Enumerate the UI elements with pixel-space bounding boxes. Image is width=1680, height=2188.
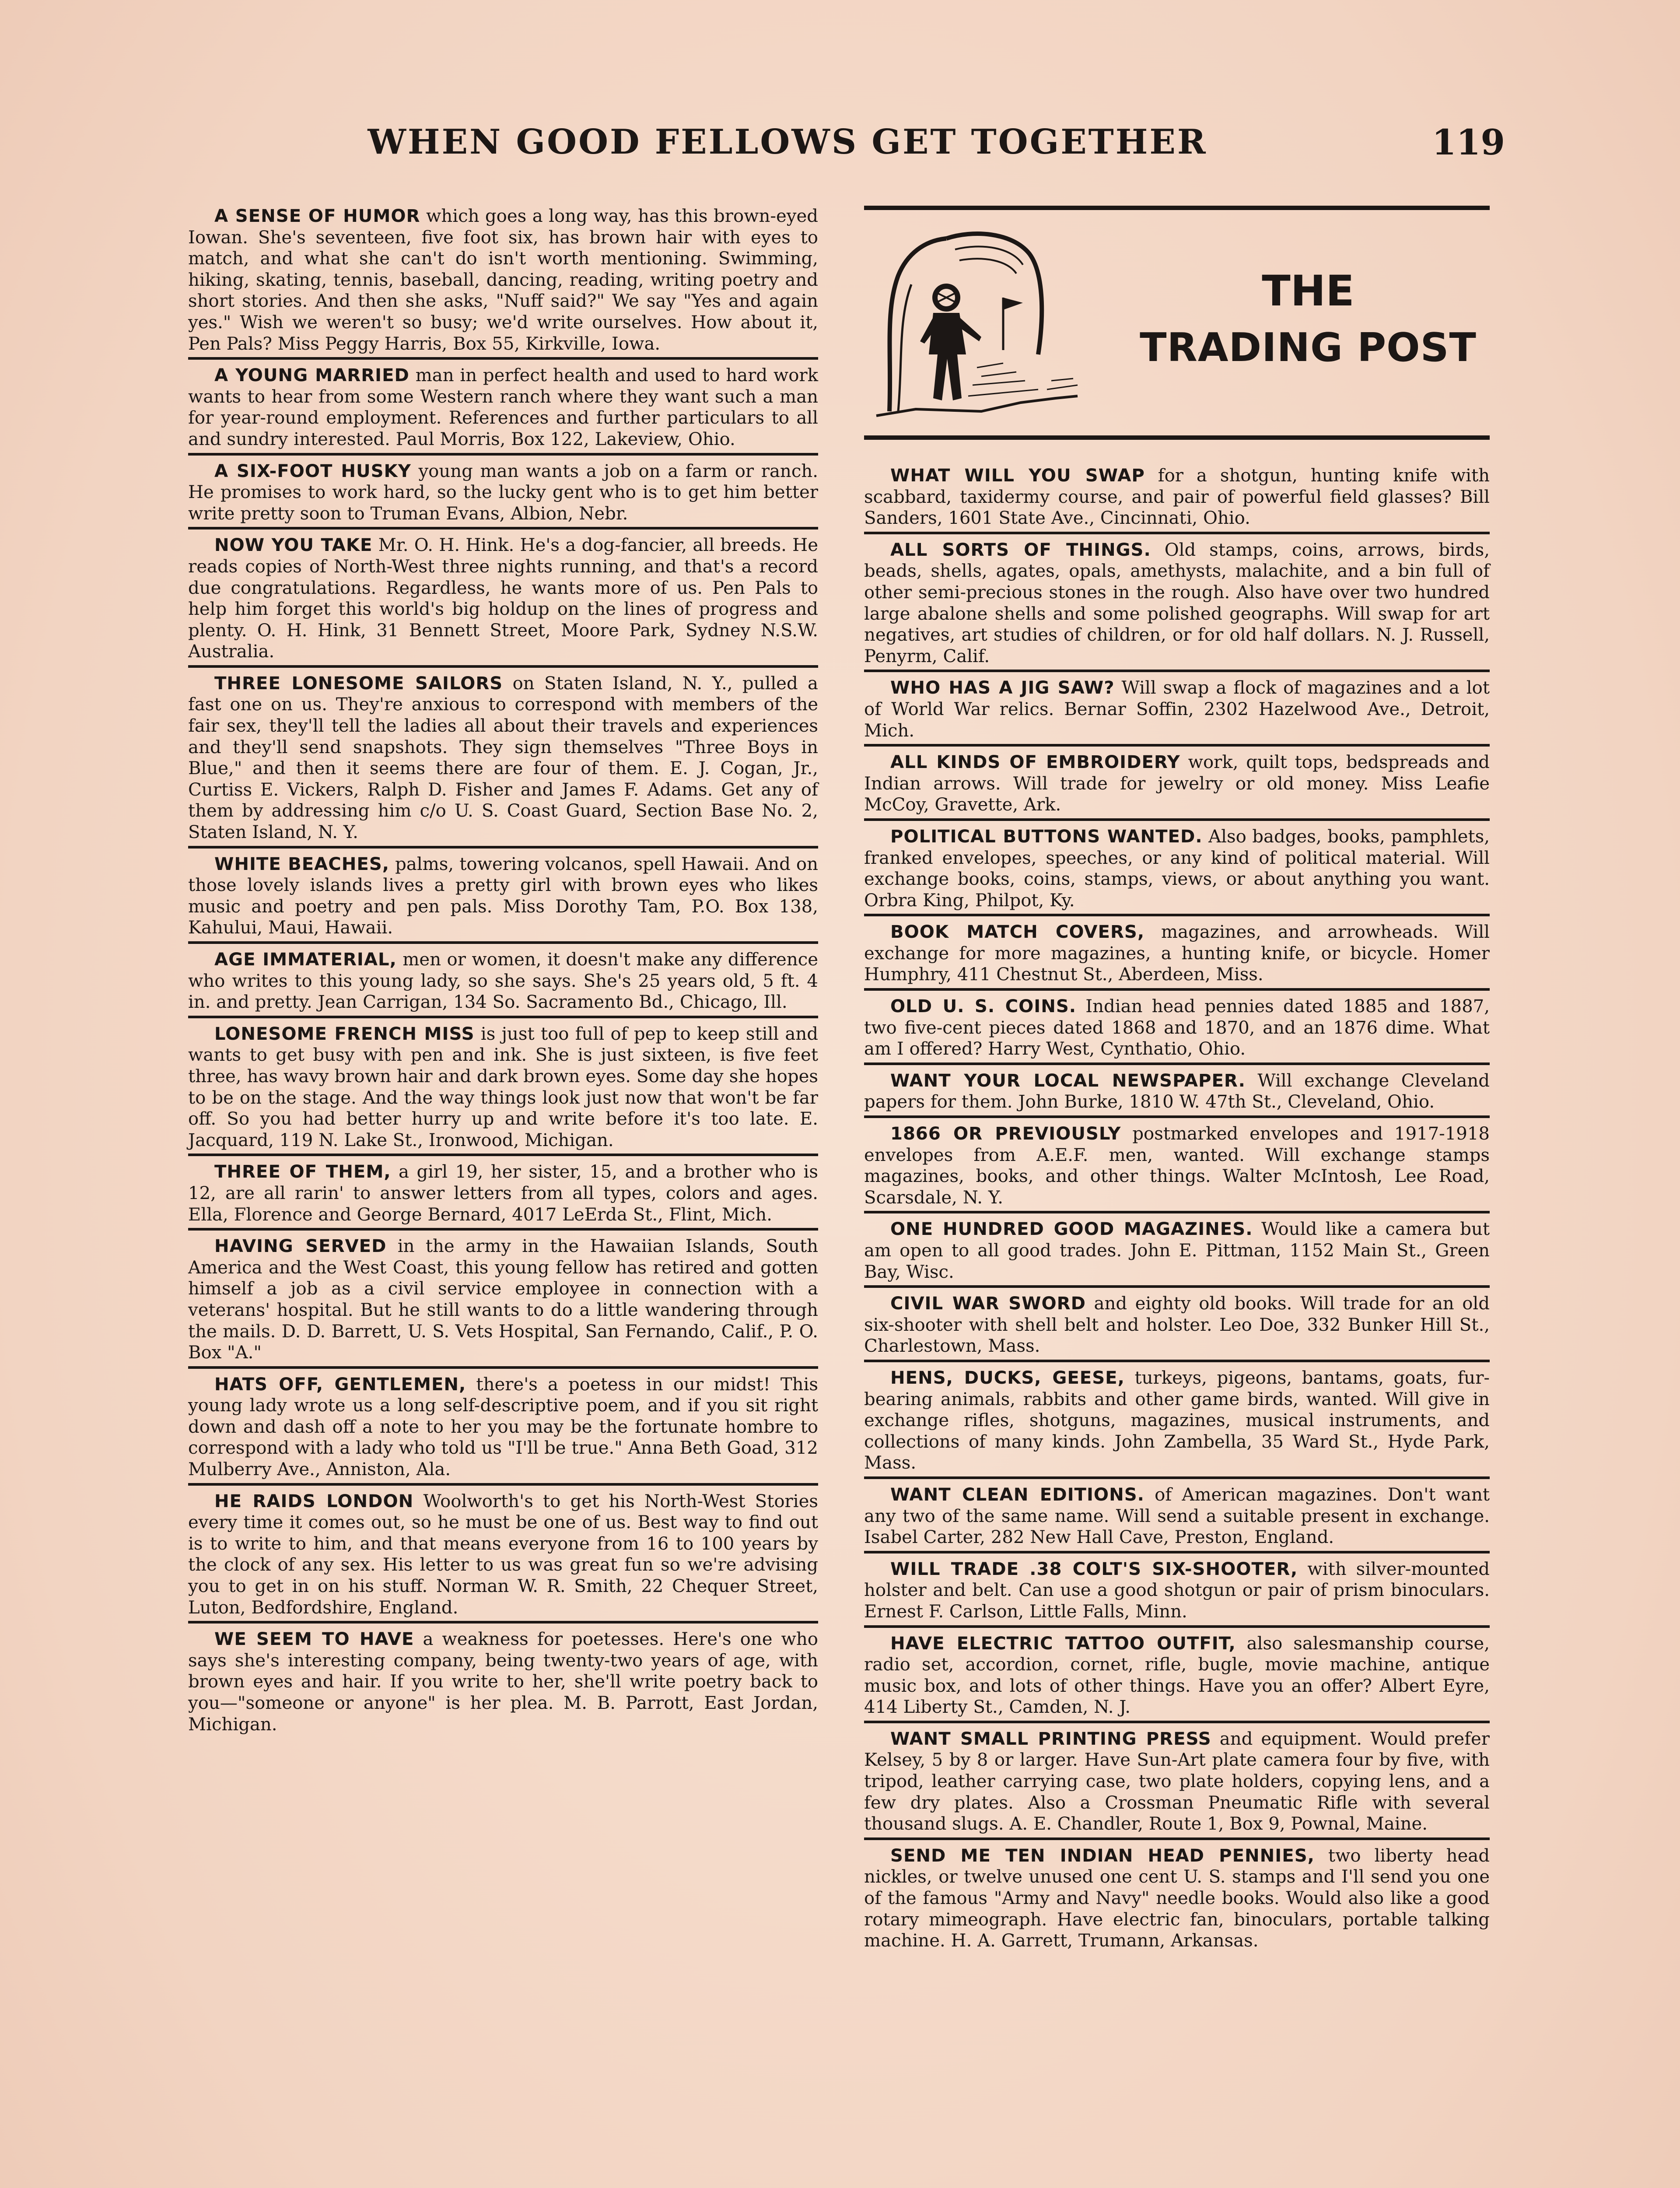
- ad-entry: [864, 540, 1490, 673]
- ad-heading: BOOK MATCH COVERS,: [890, 922, 1145, 943]
- ad-entry: [188, 673, 818, 849]
- ad-entry: [188, 1374, 818, 1486]
- ad-body: turkeys, pigeons, bantams, goats, fur-bearing animals, rabbits and other game birds, wanted. Will give in exchange rifles, shotguns, magazines, musical instruments, and collections of many kinds. John Zambella, 35 Ward St., Hyde Park, Mass.: [864, 1368, 1490, 1473]
- ad-entry: [188, 1629, 818, 1738]
- ad-body: is just too full of pep to keep still and wants to get busy with pen and ink. She is just sixteen, is five feet three, has wavy brown hair and dark brown eyes. Some day she hopes to be on the stage. And the way things look just now that won't be far off. So you had better hurry up and write before it's too late. E. Jacquard, 119 N. Lake St., Ironwood, Michigan.: [188, 1024, 818, 1150]
- ad-heading: HATS OFF, GENTLEMEN,: [214, 1374, 466, 1395]
- page-number: 119: [1432, 122, 1505, 163]
- ad-heading: WHITE BEACHES,: [214, 854, 390, 874]
- trading-post-ads: [864, 465, 1490, 1954]
- trading-post-title-line2: TRADING POST: [1140, 325, 1477, 371]
- ad-body: two liberty head nickles, or twelve unused one cent U. S. stamps and I'll send you one of the famous "Army and Navy" needle books. Would also like a good rotary mimeograph. Have electric fan, binoculars, portable talking machine. H. A. Garrett, Trumann, Arkansas.: [864, 1845, 1490, 1951]
- ad-body: in the army in the Hawaiian Islands, South America and the West Coast, this young fellow has retired and gotten himself a job as a civil service employee in connection with a veterans' hospital. But he still wants to do a little wandering through the mails. D. D. Barrett, U. S. Vets Hospital, San Fernando, Calif., P. O. Box "A.": [188, 1236, 819, 1363]
- ad-body: Would like a camera but am open to all good trades. John E. Pittman, 1152 Main St., Green Bay, Wisc.: [864, 1219, 1490, 1282]
- ad-body: Woolworth's to get his North-West Stories every time it comes out, so he must be one of us. Best way to find out is to write to him, and that means everyone from 16 to 100 years by the clock of any sex. His letter to us was great fun so we're advising you to get in on his stuff. Norman W. R. Smith, 22 Chequer Street, Luton, Bedfordshire, England.: [188, 1491, 818, 1618]
- ad-entry: [188, 854, 818, 944]
- ad-entry: [188, 1161, 818, 1231]
- ad-body: work, quilt tops, bedspreads and Indian arrows. Will trade for jewelry or old money. Miss Leafie McCoy, Gravette, Ark.: [864, 752, 1490, 815]
- ad-heading: 1866 OR PREVIOUSLY: [890, 1124, 1121, 1144]
- ad-body: and equipment. Would prefer Kelsey, 5 by 8 or larger. Have Sun-Art plate camera four by five, with tripod, leather carrying case, two plate holders, copying lens, and a few dry plates. Also a Crossman Pneumatic Rifle with several thousand slugs. A. E. Chandler, Route 1, Box 9, Pownal, Maine.: [864, 1729, 1490, 1834]
- ad-body: which goes a long way, has this brown-eyed Iowan. She's seventeen, five foot six, has brown hair with eyes to match, and what she can't do isn't worth mentioning. Swimming, hiking, skating, tennis, baseball, dancing, reading, writing poetry and short stories. And then she asks, "Nuff said?" We say "Yes and again yes." Wish we weren't so busy; we'd write ourselves. How about it, Pen Pals? Miss Peggy Harris, Box 55, Kirkville, Iowa.: [188, 206, 818, 354]
- ad-entry: [864, 465, 1490, 534]
- ad-body: for a shotgun, hunting knife with scabbard, taxidermy course, and pair of powerful field glasses? Bill Sanders, 1601 State Ave., Cincinnati, Ohio.: [864, 466, 1490, 529]
- ad-entry: [864, 1219, 1490, 1288]
- ad-entry: [864, 1633, 1490, 1723]
- ad-body: men or women, it doesn't make any difference who writes to this young lady, so she says. She's 25 years old, 5 ft. 4 in. and pretty. Jean Carrigan, 134 So. Sacramento Bd., Chicago, Ill.: [188, 950, 818, 1013]
- pen-pals-column: [188, 206, 818, 1743]
- ad-entry: [188, 535, 818, 668]
- ad-entry: [864, 1368, 1490, 1479]
- ad-heading: HAVING SERVED: [214, 1236, 387, 1257]
- ad-body: magazines, and arrowheads. Will exchange for more magazines, a hunting knife, or bicycle. Homer Humphry, 411 Chestnut St., Aberdeen, Miss.: [864, 922, 1490, 985]
- ad-entry: [188, 1024, 818, 1157]
- ad-entry: [864, 1123, 1490, 1213]
- ad-heading: A SIX-FOOT HUSKY: [214, 461, 411, 481]
- ad-heading: WANT YOUR LOCAL NEWSPAPER.: [890, 1070, 1246, 1091]
- ad-heading: HENS, DUCKS, GEESE,: [890, 1368, 1125, 1388]
- page-header: [184, 118, 1505, 175]
- ad-heading: WHO HAS A JIG SAW?: [890, 678, 1115, 698]
- ad-entry: [864, 996, 1490, 1065]
- ad-heading: LONESOME FRENCH MISS: [214, 1024, 475, 1044]
- ad-body: on Staten Island, N. Y., pulled a fast one on us. They're anxious to correspond with members of the fair sex, they'll tell the ladies all about their travels and experiences and they'll send snapshots. They sign themselves "Three Boys in Blue," and then it seems there are four of them. E. J. Cogan, Jr., Curtiss E. Vickers, Ralph D. Fisher and James F. Adams. Get any of them by addressing him c/o U. S. Coast Guard, Section Base No. 2, Staten Island, N. Y.: [188, 673, 819, 843]
- ad-heading: ALL SORTS OF THINGS.: [890, 540, 1151, 560]
- ad-body: with silver-mounted holster and belt. Can use a good shotgun or pair of prism binoculars. Ernest F. Carlson, Little Falls, Minn.: [864, 1559, 1490, 1622]
- ad-entry: [864, 1845, 1490, 1954]
- ad-entry: [864, 1729, 1490, 1840]
- ad-heading: WE SEEM TO HAVE: [214, 1629, 414, 1650]
- ad-heading: HE RAIDS LONDON: [214, 1491, 414, 1511]
- ad-body: a girl 19, her sister, 15, and a brother who is 12, are all rarin' to answer letters from all types, colors and ages. Ella, Florence and George Bernard, 4017 LeErda St., Flint, Mich.: [188, 1162, 818, 1225]
- ad-entry: [864, 677, 1490, 747]
- ad-heading: SEND ME TEN INDIAN HEAD PENNIES,: [890, 1845, 1315, 1866]
- ad-entry: [864, 826, 1490, 916]
- ad-heading: AGE IMMATERIAL,: [214, 950, 397, 970]
- ad-entry: [864, 1293, 1490, 1362]
- ad-entry: [864, 922, 1490, 991]
- ad-entry: [188, 206, 818, 360]
- ad-entry: [188, 461, 818, 530]
- trading-post-banner: [864, 206, 1490, 440]
- ad-body: Mr. O. H. Hink. He's a dog-fancier, all breeds. He reads copies of North-West three nights running, and that's a record due congratulations. Regardless, he wants more of us. Pen Pals to help him forget this world's big holdup on the lines of progress and plenty. O. H. Hink, 31 Bennett Street, Moore Park, Sydney N.S.W. Australia.: [188, 535, 818, 662]
- ad-heading: NOW YOU TAKE: [214, 535, 373, 556]
- ad-body: also salesmanship course, radio set, accordion, cornet, rifle, bugle, movie machine, antique music box, and lots of other things. Have you an offer? Albert Eyre, 414 Liberty St., Camden, N. J.: [864, 1633, 1490, 1718]
- ad-body: postmarked envelopes and 1917-1918 envelopes from A.E.F. men, wanted. Will exchange stamps magazines, books, and other things. Walter McIntosh, Lee Road, Scarsdale, N. Y.: [864, 1124, 1490, 1208]
- ad-heading: POLITICAL BUTTONS WANTED.: [890, 826, 1203, 847]
- ad-body: of American magazines. Don't want any two of the same name. Will send a suitable present in exchange. Isabel Carter, 282 New Hall Cave, Preston, England.: [864, 1484, 1490, 1548]
- ad-body: Old stamps, coins, arrows, birds, beads, shells, agates, opals, amethysts, malachite, and a bin full of other semi-precious stones in the rough. Also have over two hundred large abalone shells and some polished geographs. Will swap for art negatives, art studies of children, or for old half dollars. N. J. Russell, Penyrm, Calif.: [864, 540, 1490, 666]
- ad-body: Indian head pennies dated 1885 and 1887, two five-cent pieces dated 1868 and 1870, and an 1876 dime. What am I offered? Harry West, Cynthatio, Ohio.: [864, 996, 1490, 1059]
- ad-body: young man wants a job on a farm or ranch. He promises to work hard, so the lucky gent who is to get him better write pretty soon to Truman Evans, Albion, Nebr.: [188, 461, 818, 524]
- trading-post-title-line1: THE: [1262, 266, 1354, 316]
- ad-body: Also badges, books, pamphlets, franked envelopes, speeches, or any kind of political material. Will exchange books, coins, stamps, views, or about anything you want. Orbra King, Philpot, Ky.: [864, 826, 1490, 911]
- ad-body: man in perfect health and used to hard work wants to hear from some Western ranch where they want such a man for year-round employment. References and further particulars to all and sundry interested. Paul Morris, Box 122, Lakeview, Ohio.: [188, 365, 818, 449]
- ad-heading: THREE LONESOME SAILORS: [214, 673, 503, 694]
- ad-heading: CIVIL WAR SWORD: [890, 1294, 1086, 1314]
- ad-entry: [188, 1491, 818, 1624]
- ad-heading: HAVE ELECTRIC TATTOO OUTFIT,: [890, 1633, 1236, 1654]
- trading-post-illustration: [872, 223, 1117, 429]
- ad-entry: [188, 949, 818, 1018]
- ad-heading: ONE HUNDRED GOOD MAGAZINES.: [890, 1219, 1253, 1240]
- ad-heading: THREE OF THEM,: [214, 1162, 391, 1182]
- ad-body: Will swap a flock of magazines and a lot of World War relics. Bernar Soffin, 2302 Hazelwood Ave., Detroit, Mich.: [864, 678, 1490, 741]
- ad-heading: A SENSE OF HUMOR: [214, 206, 420, 226]
- ad-heading: WHAT WILL YOU SWAP: [890, 466, 1145, 486]
- ad-heading: A YOUNG MARRIED: [214, 365, 410, 386]
- ad-body: Will exchange Cleveland papers for them. John Burke, 1810 W. 47th St., Cleveland, Ohio.: [864, 1070, 1490, 1112]
- ad-body: there's a poetess in our midst! This young lady wrote us a long self-descriptive poem, and if you sit right down and dash off a note to her you may be the fortunate hombre to correspond with a lady who told us "I'll be true." Anna Beth Goad, 312 Mulberry Ave., Anniston, Ala.: [188, 1374, 819, 1480]
- ad-entry: [864, 1484, 1490, 1553]
- running-title: WHEN GOOD FELLOWS GET TOGETHER: [368, 122, 1208, 162]
- ad-heading: WANT SMALL PRINTING PRESS: [890, 1729, 1211, 1749]
- ad-entry: [864, 1559, 1490, 1628]
- ad-entry: [864, 1070, 1490, 1118]
- ad-entry: [188, 1236, 818, 1369]
- ad-entry: [864, 752, 1490, 821]
- ad-body: palms, towering volcanos, spell Hawaii. And on those lovely islands lives a pretty girl with brown eyes who likes music and poetry and pen pals. Miss Dorothy Tam, P.O. Box 138, Kahului, Maui, Hawaii.: [188, 854, 818, 938]
- trading-post-title: [1127, 263, 1490, 376]
- trading-post-column: [864, 206, 1490, 1960]
- ad-body: and eighty old books. Will trade for an old six-shooter with shell belt and holster. Leo Doe, 332 Bunker Hill St., Charlestown, Mass.: [864, 1294, 1490, 1357]
- ad-heading: WILL TRADE .38 COLT'S SIX-SHOOTER,: [890, 1559, 1298, 1579]
- ad-heading: WANT CLEAN EDITIONS.: [890, 1484, 1144, 1505]
- ad-heading: OLD U. S. COINS.: [890, 996, 1077, 1017]
- ad-heading: ALL KINDS OF EMBROIDERY: [890, 752, 1180, 773]
- ad-body: a weakness for poetesses. Here's one who says she's interesting company, being twenty-two years of age, with brown eyes and hair. If you write to her, she'll write poetry back to you—"someone or anyone" is her plea. M. B. Parrott, East Jordan, Michigan.: [188, 1629, 819, 1735]
- ad-entry: [188, 365, 818, 455]
